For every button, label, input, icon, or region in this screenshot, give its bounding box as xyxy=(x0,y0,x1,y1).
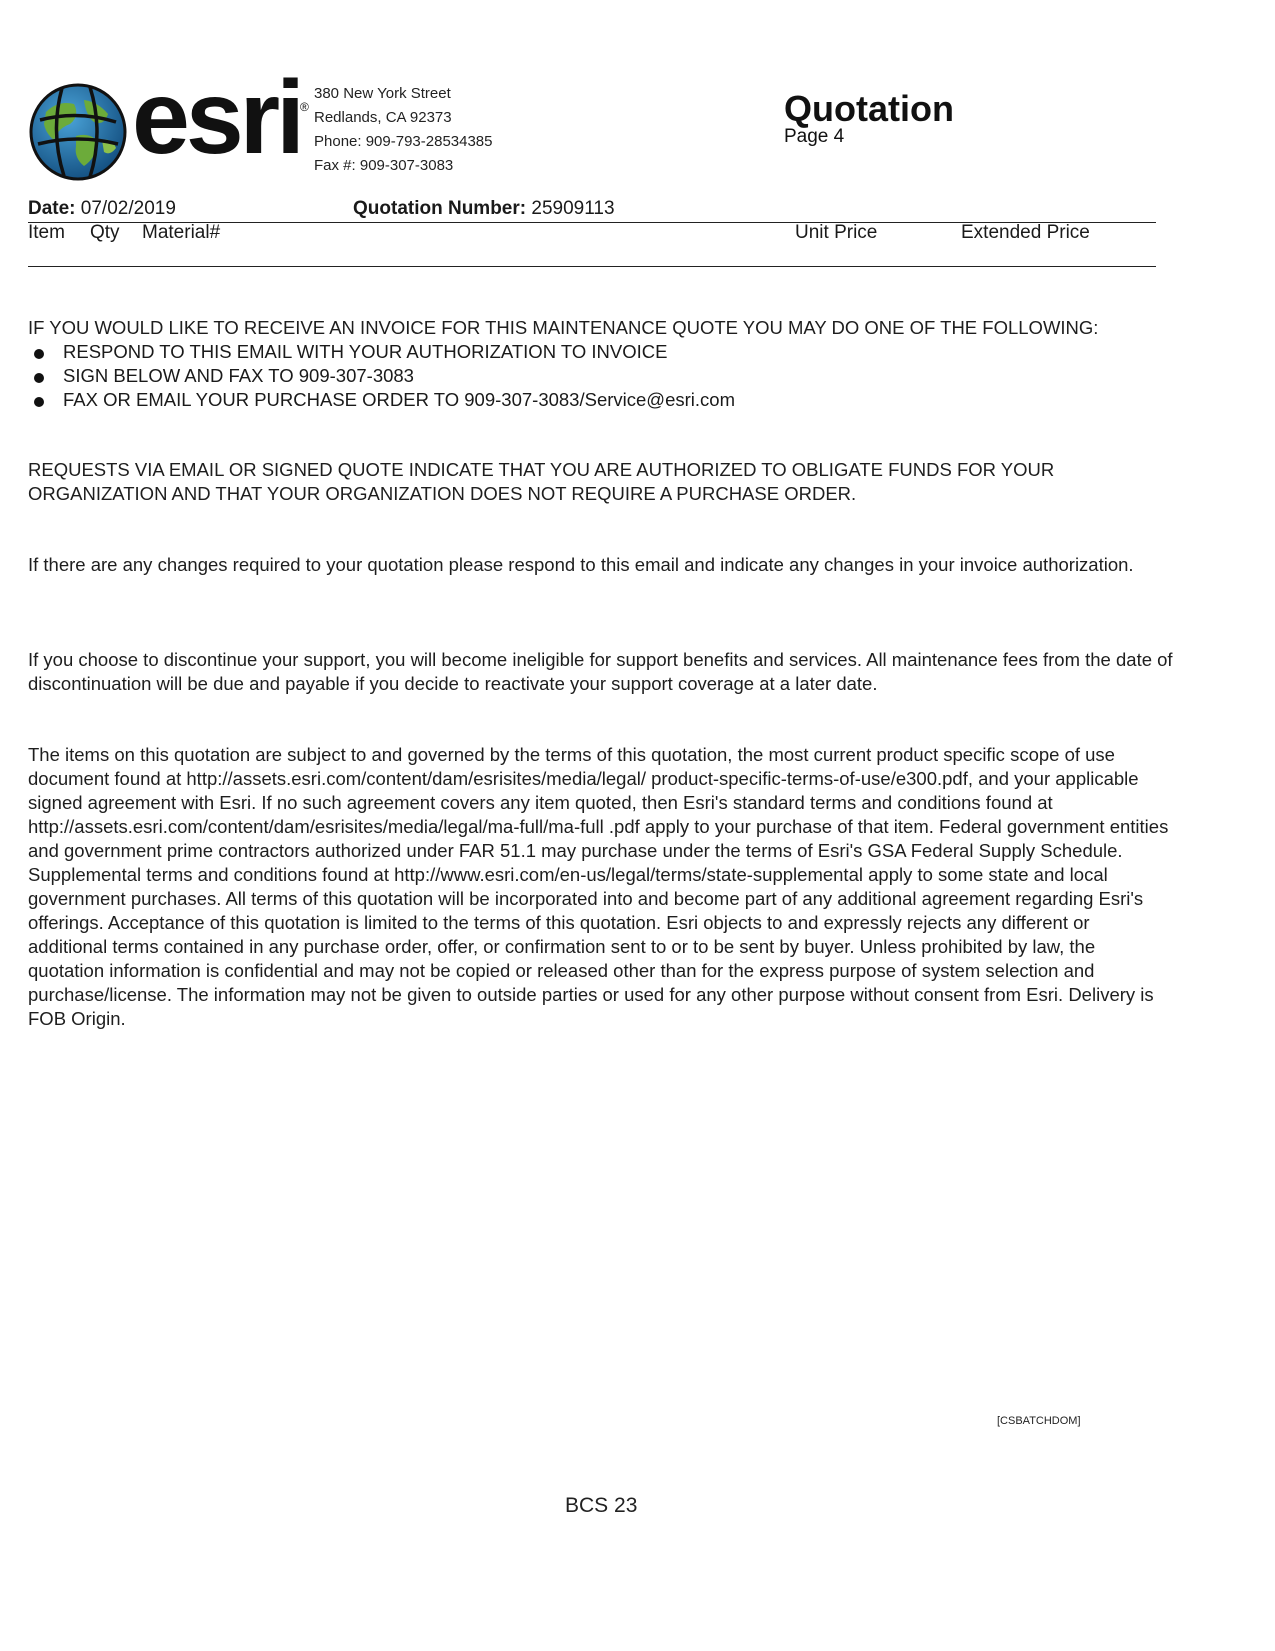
list-item-text: RESPOND TO THIS EMAIL WITH YOUR AUTHORIZATION TO INVOICE xyxy=(63,341,668,362)
bullet-icon xyxy=(34,373,44,383)
column-qty: Qty xyxy=(90,222,120,243)
date-label: Date: xyxy=(28,198,76,219)
changes-paragraph: If there are any changes required to your quotation please respond to this email and indicate any changes in your invoice authorization. xyxy=(28,554,1134,575)
column-material: Material# xyxy=(142,222,221,243)
column-extended-price: Extended Price xyxy=(961,222,1090,243)
quote-meta-row xyxy=(28,198,1156,223)
globe-icon xyxy=(28,82,128,182)
bullet-icon xyxy=(34,349,44,359)
batch-code: [CSBATCHDOM] xyxy=(997,1415,1081,1427)
discontinue-paragraph: If you choose to discontinue your support, you will become ineligible for support benefits and services. All maintenance fees from the date of discontinuation will be due and payable if you decide to reactivate your support coverage at a later date. xyxy=(28,649,1173,694)
authorization-paragraph: REQUESTS VIA EMAIL OR SIGNED QUOTE INDICATE THAT YOU ARE AUTHORIZED TO OBLIGATE FUNDS FOR YOUR ORGANIZATION AND THAT YOUR ORGANIZATION DOES NOT REQUIRE A PURCHASE ORDER. xyxy=(28,459,1055,504)
address-city: Redlands, CA 92373 xyxy=(314,109,452,126)
page-footer-code: BCS 23 xyxy=(565,1494,638,1517)
registered-mark: ® xyxy=(300,100,309,114)
quotation-number-field xyxy=(353,198,615,220)
address-fax: Fax #: 909-307-3083 xyxy=(314,157,454,174)
esri-logo xyxy=(28,60,318,178)
address-street: 380 New York Street xyxy=(314,85,451,102)
column-item: Item xyxy=(28,222,65,243)
list-item xyxy=(28,364,735,388)
document-title: Quotation xyxy=(784,88,954,129)
company-address xyxy=(314,82,493,178)
date-field xyxy=(28,198,176,220)
column-header-row xyxy=(28,222,1156,267)
quotation-number-value: 25909113 xyxy=(531,198,615,219)
column-unit-price: Unit Price xyxy=(795,222,878,243)
bullet-icon xyxy=(34,397,44,407)
quotation-number-label: Quotation Number: xyxy=(353,198,527,219)
date-value: 07/02/2019 xyxy=(80,198,176,219)
list-item-text: SIGN BELOW AND FAX TO 909-307-3083 xyxy=(63,365,414,386)
list-item xyxy=(28,388,735,412)
address-phone: Phone: 909-793-28534385 xyxy=(314,133,493,150)
logo-wordmark: esri xyxy=(132,60,302,176)
invoice-options-list xyxy=(28,340,735,412)
list-item xyxy=(28,340,735,364)
invoice-instructions-heading: IF YOU WOULD LIKE TO RECEIVE AN INVOICE FOR THIS MAINTENANCE QUOTE YOU MAY DO ONE OF THE FOLLOWING: xyxy=(28,317,1099,338)
terms-paragraph: The items on this quotation are subject to and governed by the terms of this quotation, the most current product specific scope of use document found at http://assets.esri.com/content/dam/esrisites/media/legal/ product-specific-terms-of-use/e300.pdf, and your applicable signed agreement with Esri. If no such agreement covers any item quoted, then Esri's standard terms and conditions found at http://assets.esri.com/content/dam/esrisites/media/legal/ma-full/ma-full .pdf apply to your purchase of that item. Federal government entities and government prime contractors authorized under FAR 51.1 may purchase under the terms of Esri's GSA Federal Supply Schedule. Supplemental terms and conditions found at http://www.esri.com/en-us/legal/terms/state-supplemental apply to some state and local government purchases. All terms of this quotation will be incorporated into and become part of any additional agreement regarding Esri's offerings. Acceptance of this quotation is limited to the terms of this quotation. Esri objects to and expressly rejects any different or additional terms contained in any purchase order, offer, or confirmation sent to or to be sent by buyer. Unless prohibited by law, the quotation information is confidential and may not be copied or released other than for the express purpose of system selection and purchase/license. The information may not be given to outside parties or used for any other purpose without consent from Esri. Delivery is FOB Origin. xyxy=(28,744,1169,1029)
page-number: Page 4 xyxy=(784,126,845,147)
list-item-text: FAX OR EMAIL YOUR PURCHASE ORDER TO 909-307-3083/Service@esri.com xyxy=(63,389,735,410)
